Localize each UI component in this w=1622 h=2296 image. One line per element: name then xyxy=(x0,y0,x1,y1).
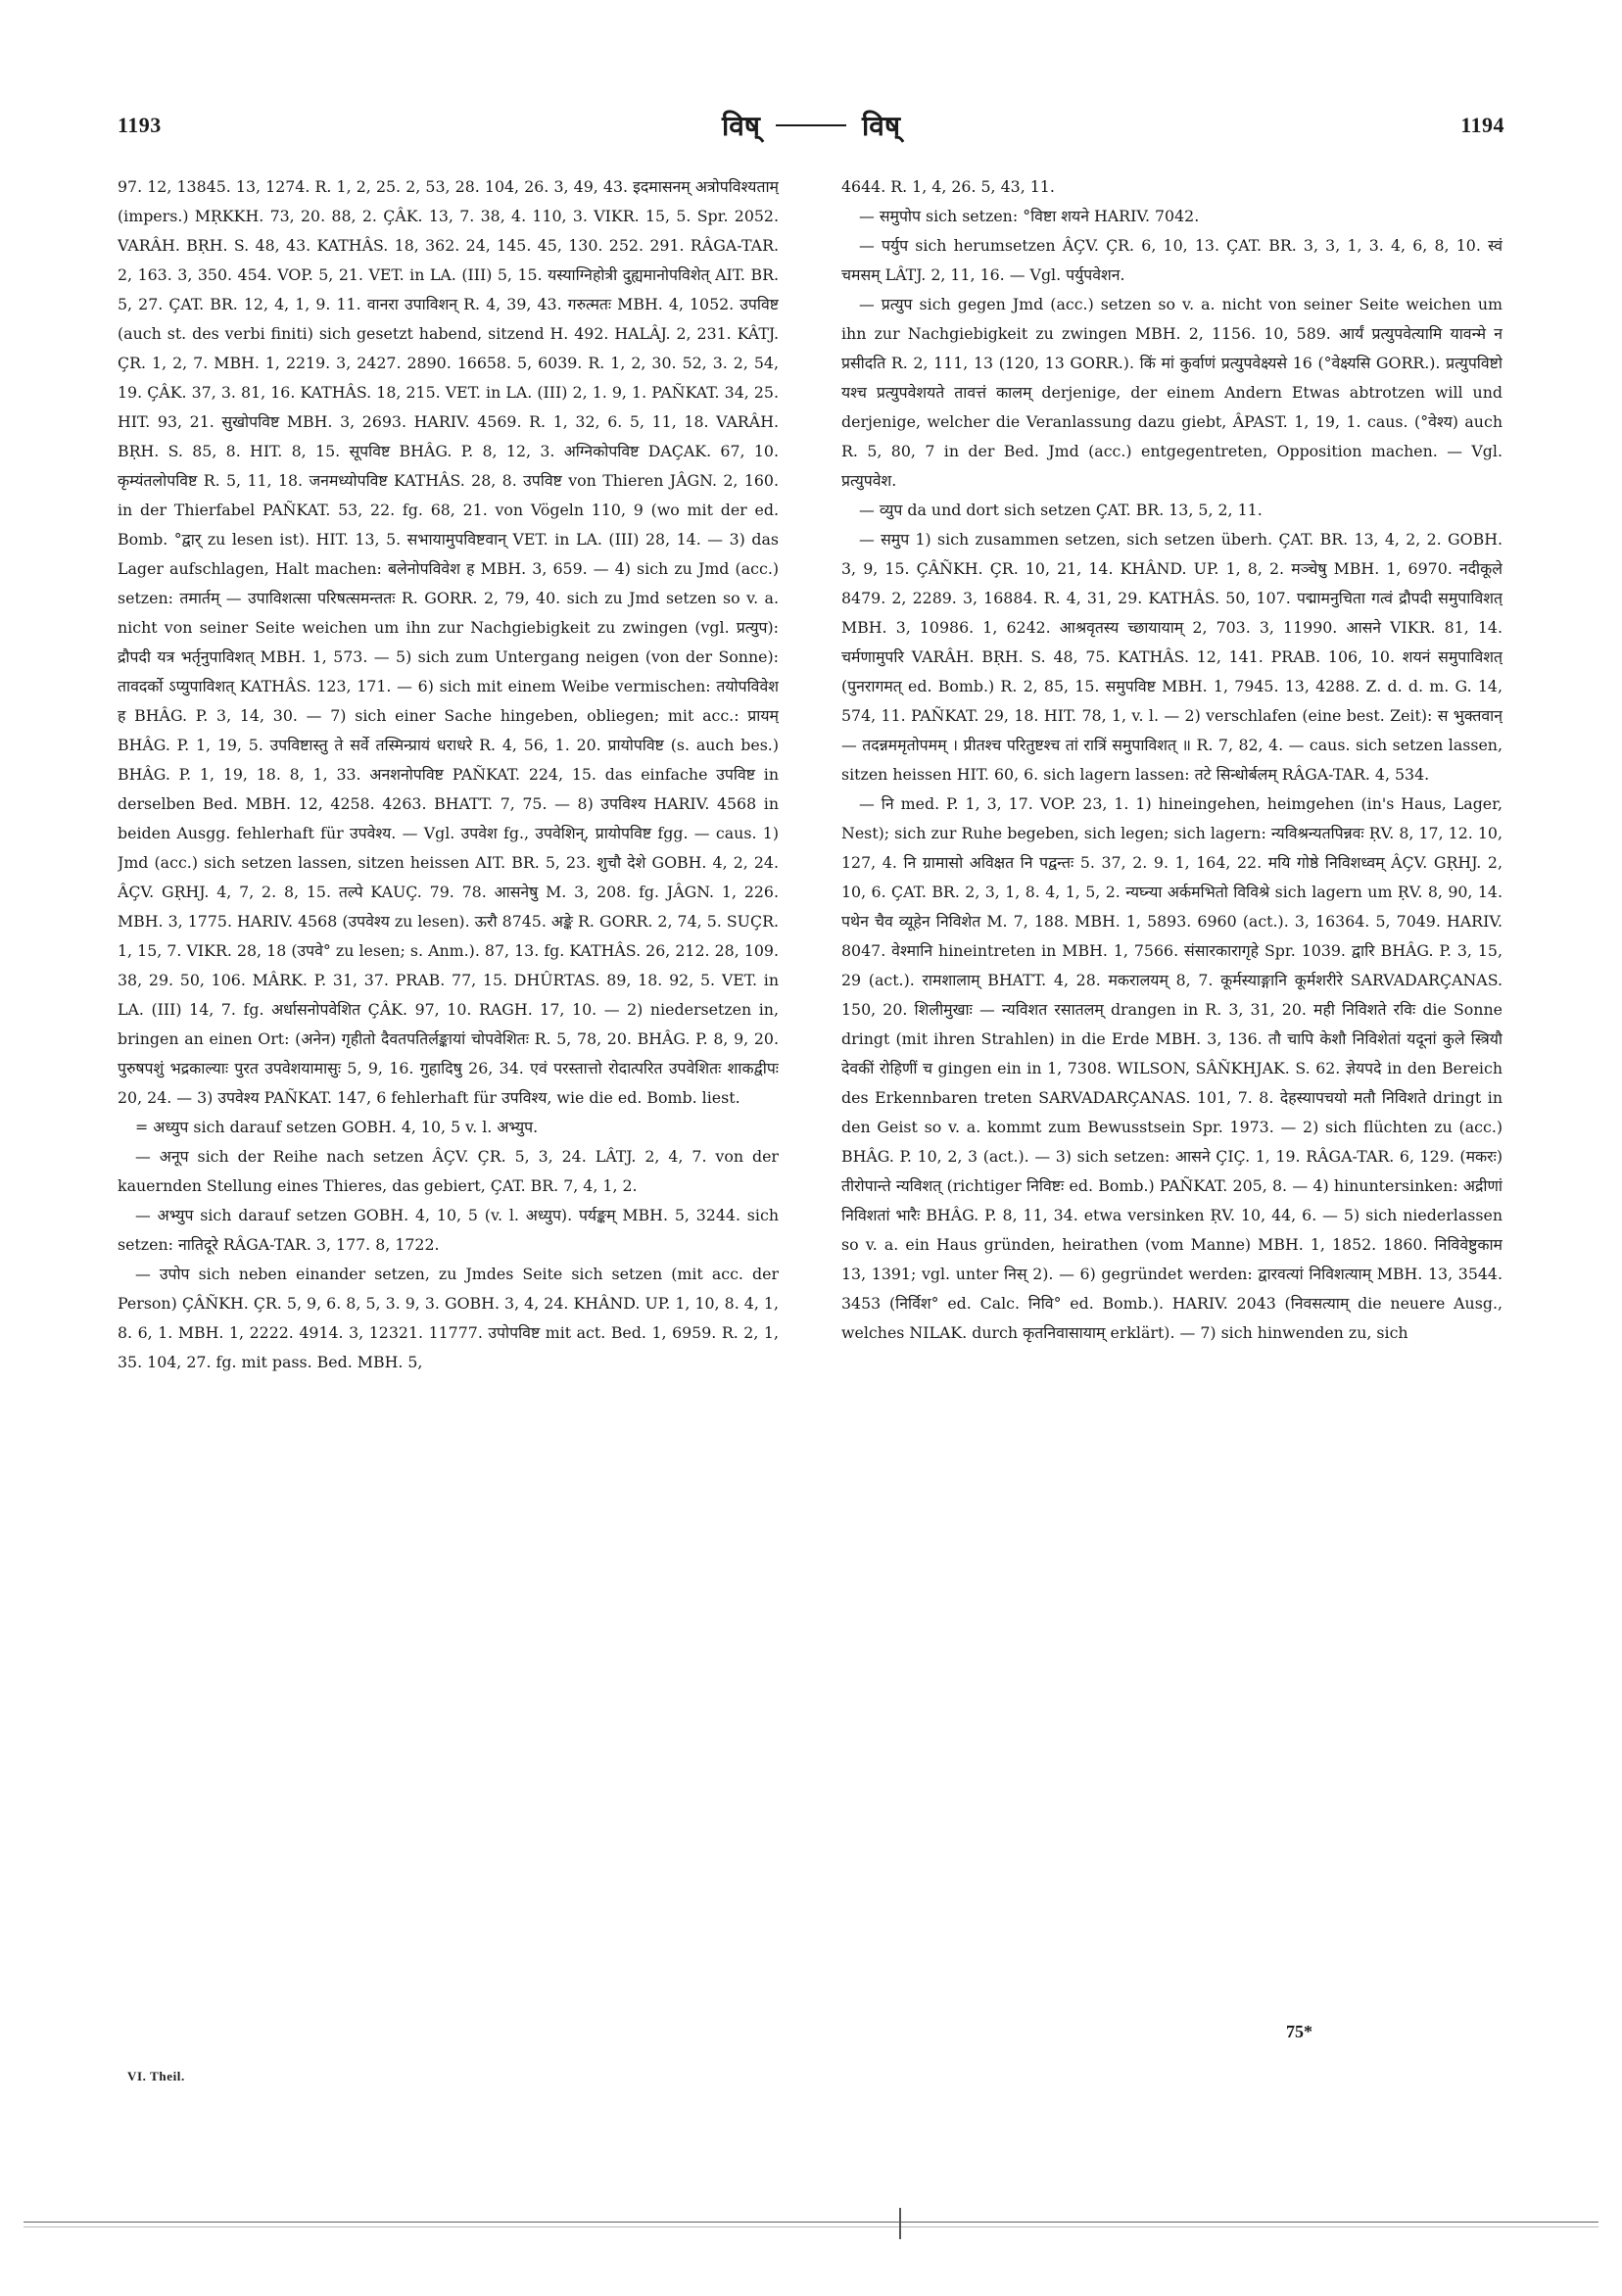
left-paragraph-2: = अध्युप sich darauf setzen GOBH. 4, 10, 5 v. l. अभ्युप. xyxy=(135,1118,539,1136)
left-column xyxy=(118,172,779,2092)
right-paragraph-5: — व्युप da und dort sich setzen ÇAT. BR. 13, 5, 2, 11. xyxy=(859,501,1263,519)
text-columns xyxy=(118,172,1503,2092)
headword-dash xyxy=(776,124,846,126)
running-headword xyxy=(722,107,900,144)
right-paragraph-6: — समुप 1) sich zusammen setzen, sich setzen überh. ÇAT. BR. 13, 4, 2, 2. GOBH. 3, 9, 15. ÇÂÑKH. ÇR. 10, 21, 14. KHÂND. UP. 1, 8, 2. मञ्चेषु MBH. 1, 6970. नदीकूले 8479. 2, 2289. 3, 16884. R. 4, 31, 29. KATHÂS. 50, 107. पद्मामनुचिता गत्वं द्रौपदी समुपाविशत् MBH. 3, 10986. 1, 6242. आश्रवृतस्य च्छायायाम् 2, 703. 3, 11990. आसने VIKR. 81, 14. चर्मणामुपरि VARÂH. BṚH. S. 48, 75. KATHÂS. 12, 141. PRAB. 106, 10. शयनं समुपाविशत् (पुनरागमत् ed. Bomb.) R. 2, 85, 15. समुपविष्ट MBH. 1, 7945. 13, 4288. Z. d. d. m. G. 14, 574, 11. PAÑKAT. 29, 18. HIT. 78, 1, v. l. — 2) verschlafen (eine best. Zeit): स भुक्तवान् — तदन्नममृतोपमम् । प्रीतश्च परितुष्टश्च तां रात्रिं समुपाविशत् ॥ R. 7, 82, 4. — caus. sich setzen lassen, sitzen heissen HIT. 60, 6. sich lagern lassen: तटे सिन्धोर्बलम् RÂGA-TAR. 4, 534. xyxy=(841,530,1503,784)
left-paragraph-3: — अनूप sich der Reihe nach setzen ÂÇV. ÇR. 5, 3, 24. LÂTJ. 2, 4, 7. von der kauernden Stellung eines Thieres, das gebiert, ÇAT. BR. 7, 4, 1, 2. xyxy=(118,1147,779,1195)
left-paragraph-5: — उपोप sich neben einander setzen, zu Jmdes Seite sich setzen (mit acc. der Person) ÇÂÑKH. ÇR. 5, 9, 6. 8, 5, 3. 9, 3. GOBH. 3, 4, 24. KHÂND. UP. 1, 10, 8. 4, 1, 8. 6, 1. MBH. 1, 2222. 4914. 3, 12321. 11777. उपोपविष्ट mit act. Bed. 1, 6959. R. 2, 1, 35. 104, 27. fg. mit pass. Bed. MBH. 5, xyxy=(118,1265,779,1371)
volume-footer: VI. Theil. xyxy=(127,2069,185,2083)
page-header xyxy=(118,104,1504,147)
left-paragraph-1: 97. 12, 13845. 13, 1274. R. 1, 2, 25. 2, 53, 28. 104, 26. 3, 49, 43. इदमासनम् अत्रोपविश्यताम् (impers.) MṚKKH. 73, 20. 88, 2. ÇÂK. 13, 7. 38, 4. 110, 3. VIKR. 15, 5. Spr. 2052. VARÂH. BṚH. S. 48, 43. KATHÂS. 18, 362. 24, 145. 45, 130. 252. 291. RÂGA-TAR. 2, 163. 3, 350. 454. VOP. 5, 21. VET. in LA. (III) 5, 15. यस्याग्निहोत्री दुह्यमानोपविशेत् AIT. BR. 5, 27. ÇAT. BR. 12, 4, 1, 9. 11. वानरा उपाविशन् R. 4, 39, 43. गरुत्मतः MBH. 4, 1052. उपविष्ट (auch st. des verbi finiti) sich gesetzt habend, sitzend H. 492. HALÂJ. 2, 231. KÂTJ. ÇR. 1, 2, 7. MBH. 1, 2219. 3, 2427. 2890. 16658. 5, 6039. R. 1, 2, 30. 52, 3. 2, 54, 19. ÇÂK. 37, 3. 81, 16. KATHÂS. 18, 215. VET. in LA. (III) 2, 1. 9, 1. PAÑKAT. 34, 25. HIT. 93, 21. सुखोपविष्ट MBH. 3, 2693. HARIV. 4569. R. 1, 32, 6. 5, 11, 18. VARÂH. BṚH. S. 85, 8. HIT. 8, 15. सूपविष्ट BHÂG. P. 8, 12, 3. अग्निकोपविष्ट DAÇAK. 67, 10. कृम्यंतलोपविष्ट R. 5, 11, 18. जनमध्योपविष्ट KATHÂS. 28, 8. उपविष्ट von Thieren JÂGN. 2, 160. in der Thierfabel PAÑKAT. 53, 22. fg. 68, 21. von Vögeln 110, 9 (wo mit der ed. Bomb. °द्वार् zu lesen ist). HIT. 13, 5. सभायामुपविष्टवान् VET. in LA. (III) 28, 14. — 3) das Lager aufschlagen, Halt machen: बलेनोपविवेश ह MBH. 3, 659. — 4) sich zu Jmd (acc.) setzen: तमार्तम् — उपाविशत्सा परिषत्समन्ततः R. GORR. 2, 79, 40. sich zu Jmd setzen so v. a. nicht von seiner Seite weichen um ihn zur Nachgiebigkeit zu zwingen (vgl. प्रत्युप): द्रौपदी यत्र भर्तृनुपाविशत् MBH. 1, 573. — 5) sich zum Untergang neigen (von der Sonne): तावदर्को ऽप्युपाविशत् KATHÂS. 123, 171. — 6) sich mit einem Weibe vermischen: तयोपविवेश ह BHÂG. P. 3, 14, 30. — 7) sich einer Sache hingeben, obliegen; mit acc.: प्रायम् BHÂG. P. 1, 19, 5. उपविष्टास्तु ते सर्वे तस्मिन्प्रायं धराधरे R. 4, 56, 1. 20. प्रायोपविष्ट (s. auch bes.) BHÂG. P. 1, 19, 18. 8, 1, 33. अनशनोपविष्ट PAÑKAT. 224, 15. das einfache उपविष्ट in derselben Bed. MBH. 12, 4258. 4263. BHATT. 7, 75. — 8) उपविश्य HARIV. 4568 in beiden Ausgg. fehlerhaft für उपवेश्य. — Vgl. उपवेश fg., उपवेशिन्, प्रायोपविष्ट fgg. — caus. 1) Jmd (acc.) sich setzen lassen, sitzen heissen AIT. BR. 5, 23. शुचौ देशे GOBH. 4, 2, 24. ÂÇV. GṚHJ. 4, 7, 2. 8, 15. तल्पे KAUÇ. 79. 78. आसनेषु M. 3, 208. fg. JÂGN. 1, 226. MBH. 3, 1775. HARIV. 4568 (उपवेश्य zu lesen). ऊरौ 8745. अङ्के R. GORR. 2, 74, 5. SUÇR. 1, 15, 7. VIKR. 28, 18 (उपवे° zu lesen; s. Anm.). 87, 13. fg. KATHÂS. 26, 212. 28, 109. 38, 29. 50, 106. MÂRK. P. 31, 37. PRAB. 77, 15. DHÛRTAS. 89, 18. 92, 5. VET. in LA. (III) 14, 7. fg. अर्धासनोपवेशित ÇÂK. 97, 10. RAGH. 17, 10. — 2) niedersetzen in, bringen an einen Ort: (अनेन) गृहीतो दैवतपतिर्लङ्कायां चोपवेशितः R. 5, 78, 20. BHÂG. P. 8, 9, 20. पुरुषपशुं भद्रकाल्याः पुरत उपवेशयामासुः 5, 9, 16. गुहादिषु 26, 34. एवं परस्तात्तो रोदात्परित उपवेशितः शाकद्वीपः 20, 24. — 3) उपवेश्य PAÑKAT. 147, 6 fehlerhaft für उपविश्य, wie die ed. Bomb. liest. xyxy=(118,177,779,1107)
left-paragraph-4: — अभ्युप sich darauf setzen GOBH. 4, 10, 5 (v. l. अध्युप). पर्यङ्कम् MBH. 5, 3244. sich setzen: नातिदूरे RÂGA-TAR. 3, 177. 8, 1722. xyxy=(118,1206,779,1254)
right-page-number: 1194 xyxy=(1460,113,1504,137)
right-paragraph-3: — पर्युप sich herumsetzen ÂÇV. ÇR. 6, 10, 13. ÇAT. BR. 3, 3, 1, 3. 4, 6, 8, 10. स्वं चमसम् LÂTJ. 2, 11, 16. — Vgl. पर्युपवेशन. xyxy=(841,236,1503,284)
scan-edge-line-secondary xyxy=(24,2226,1598,2227)
left-page-number: 1193 xyxy=(118,113,162,137)
right-paragraph-4: — प्रत्युप sich gegen Jmd (acc.) setzen so v. a. nicht von seiner Seite weichen um ihn zur Nachgiebigkeit zu zwingen MBH. 2, 1156. 10, 589. आर्यं प्रत्युपवेत्यामि यावन्मे न प्रसीदति R. 2, 111, 13 (120, 13 GORR.). किं मां कुर्वाणं प्रत्युपवेक्ष्यसे 16 (°वेक्ष्यसि GORR.). प्रत्युपविष्टो यश्च प्रत्युपवेशयते तावत्तं कालम् derjenige, der einem Andern Etwas abtrotzen will und derjenige, welcher die Veranlassung dazu giebt, ÂPAST. 1, 19, 1. caus. (°वेश्य) auch R. 5, 80, 7 in der Bed. Jmd (acc.) entgegentreten, Opposition machen. — Vgl. प्रत्युपवेश. xyxy=(841,295,1503,490)
headword-left: विष् xyxy=(721,110,760,142)
right-paragraph-7: — नि med. P. 1, 3, 17. VOP. 23, 1. 1) hineingehen, heimgehen (in's Haus, Lager, Nest); sich zur Ruhe begeben, sich legen; sich lagern: न्यविश्रन्यतपिन्नवः ṚV. 8, 17, 12. 10, 127, 4. नि ग्रामासो अविक्षत नि पद्वन्तः 5. 37, 2. 9. 1, 164, 22. मयि गोष्ठे निविशध्वम् ÂÇV. GṚHJ. 2, 10, 6. ÇAT. BR. 2, 3, 1, 8. 4, 1, 5, 2. न्यघ्न्या अर्कमभितो विविश्रे sich lagern um ṚV. 8, 90, 14. पथेन चैव व्यूहेन निविशेत M. 7, 188. MBH. 1, 5893. 6960 (act.). 3, 16364. 5, 7049. HARIV. 8047. वेश्मानि hineintreten in MBH. 1, 7566. संसारकारागृहे Spr. 1039. द्वारि BHÂG. P. 3, 15, 29 (act.). रामशालाम् BHATT. 4, 28. मकरालयम् 8, 7. कूर्मस्याङ्गानि कूर्मशरीरे SARVADARÇANAS. 150, 20. शिलीमुखाः — न्यविशत रसातलम् drangen in R. 3, 31, 20. मही निविशते रविः die Sonne dringt (mit ihren Strahlen) in die Erde MBH. 3, 136. तौ चापि केशौ निविशेतां यदूनां कुले स्त्रियौ देवकीं रोहिणीं च gingen ein in 1, 7308. WILSON, SÂÑKHJAK. S. 62. ज्ञेयपदे in den Bereich des Erkennbaren treten SARVADARÇANAS. 101, 7. 8. देहस्यापचयो मतौ निविशते dringt in den Geist so v. a. kommt zum Bewusstsein Spr. 1973. — 2) sich flüchten zu (acc.) BHÂG. P. 10, 2, 3 (act.). — 3) sich setzen: आसने ÇIÇ. 1, 19. RÂGA-TAR. 6, 129. (मकरः) तीरोपान्ते न्यविशत् (richtiger निविष्टः ed. Bomb.) PAÑKAT. 205, 8. — 4) hinuntersinken: अद्रीणां निविशतां भारैः BHÂG. P. 8, 11, 34. etwa versinken ṚV. 10, 44, 6. — 5) sich niederlassen so v. a. ein Haus gründen, heirathen (vom Manne) MBH. 1, 1852. 1860. निविवेष्टुकाम 13, 1391; vgl. unter निस् 2). — 6) gegründet werden: द्वारवत्यां निविशत्याम् MBH. 13, 3544. 3453 (निर्विश° ed. Calc. निवि° ed. Bomb.). HARIV. 2043 (निवसत्याम् die neuere Ausg., welches NILAK. durch कृतनिवासायाम् erklärt). — 7) sich hinwenden zu, sich xyxy=(841,794,1503,1342)
right-paragraph-1: 4644. R. 1, 4, 26. 5, 43, 11. xyxy=(841,177,1055,196)
headword-right: विष् xyxy=(862,110,901,142)
fold-mark xyxy=(899,2208,901,2239)
right-column xyxy=(841,172,1503,2092)
scan-edge-line xyxy=(24,2222,1598,2223)
printer-signature: 75* xyxy=(1286,2022,1312,2041)
right-paragraph-2: — समुपोप sich setzen: °विष्टा शयने HARIV. 7042. xyxy=(859,207,1200,225)
